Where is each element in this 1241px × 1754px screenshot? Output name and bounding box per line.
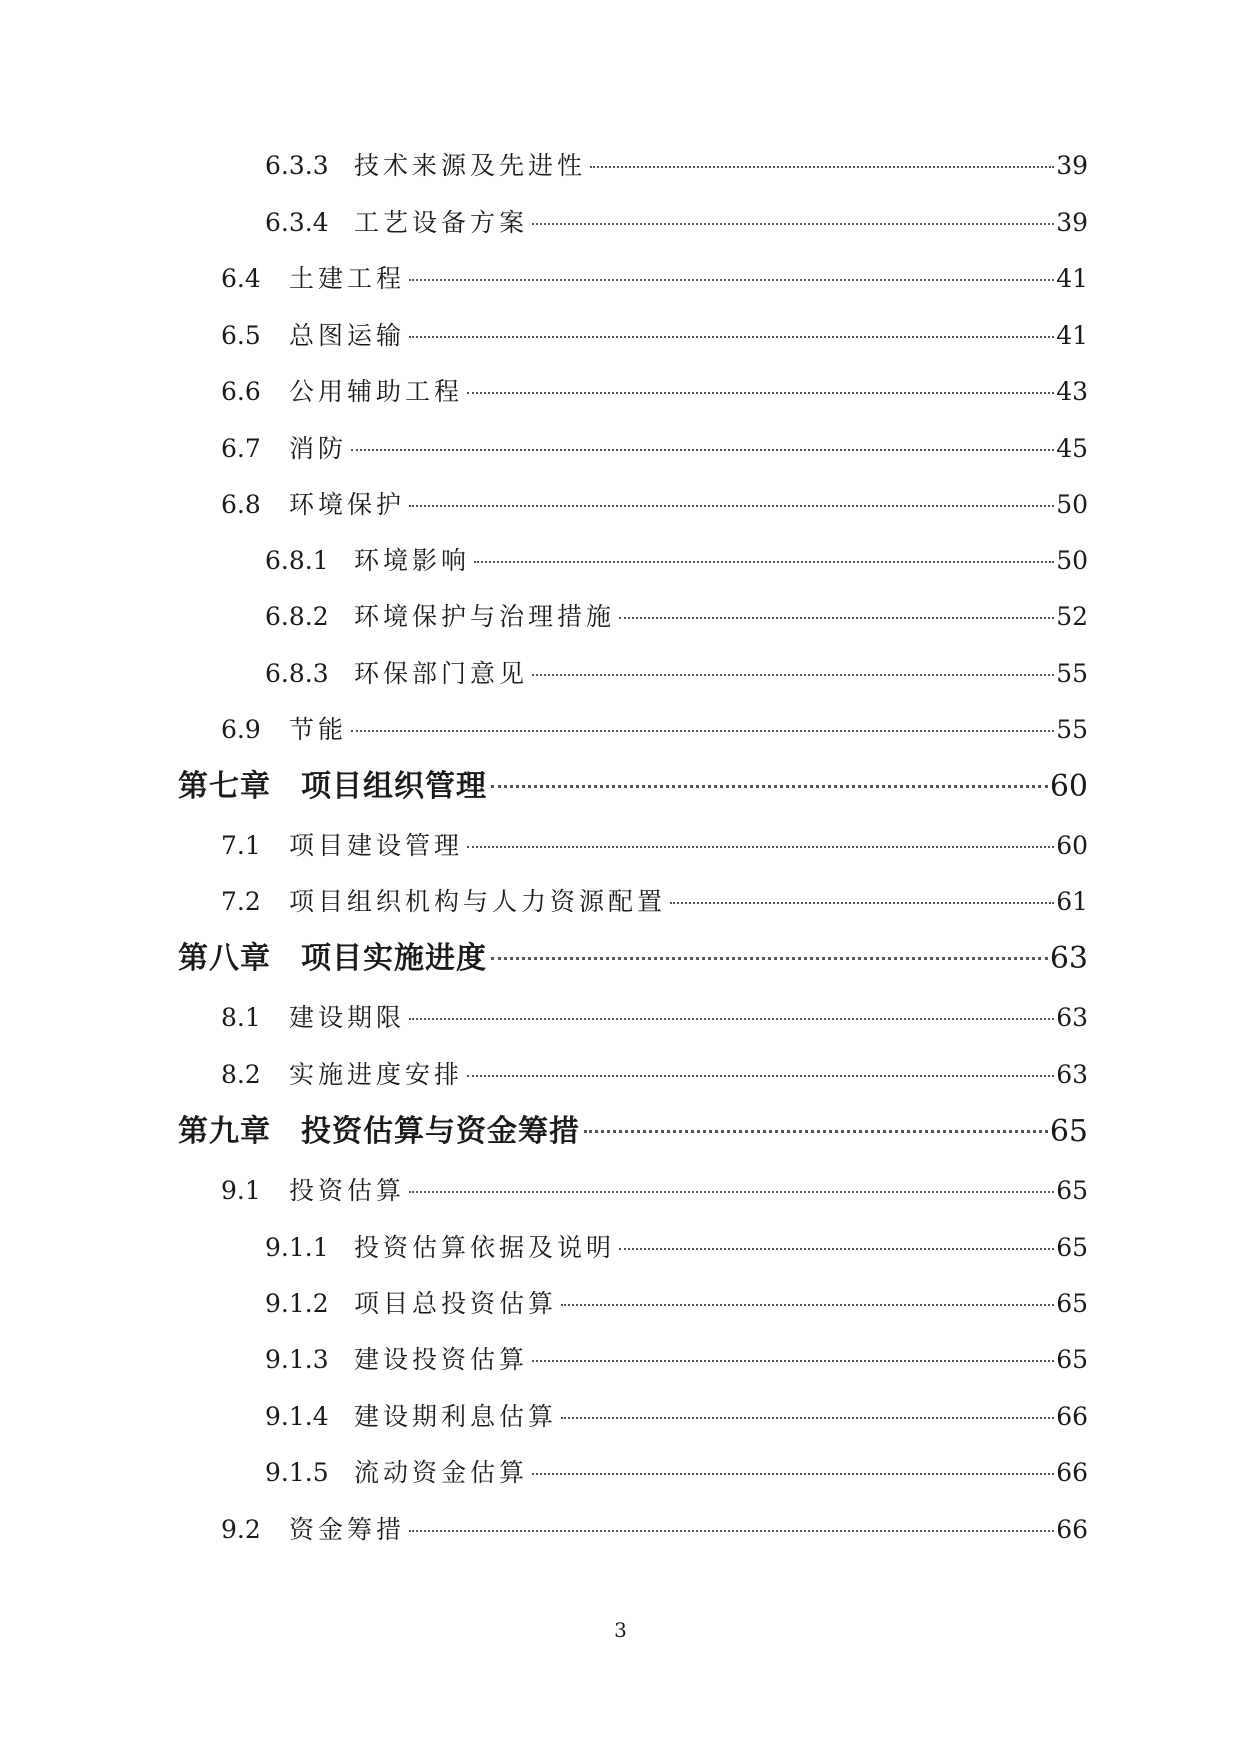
toc-entry-title: 投资估算与资金筹措 — [301, 1114, 580, 1149]
toc-entry-page: 65 — [1049, 1114, 1088, 1149]
toc-entry-page: 65 — [1056, 1176, 1088, 1205]
toc-chapter-entry[interactable] — [178, 1112, 1088, 1152]
dot-leader — [467, 1075, 1054, 1077]
toc-entry[interactable] — [265, 1284, 1088, 1324]
toc-entry-number: 9.1.1 — [265, 1233, 329, 1262]
dot-leader — [351, 449, 1054, 451]
toc-entry-number: 9.1.5 — [265, 1458, 329, 1487]
toc-entry-page: 41 — [1056, 321, 1088, 350]
toc-entry-title: 资金筹措 — [289, 1515, 406, 1544]
toc-entry-title: 项目总投资估算 — [354, 1289, 558, 1318]
toc-entry-title: 投资估算 — [289, 1176, 406, 1205]
dot-leader — [467, 392, 1054, 394]
dot-leader — [409, 1530, 1054, 1532]
toc-entry-number: 6.7 — [221, 434, 261, 463]
toc-entry-page: 50 — [1056, 546, 1088, 575]
toc-entry-page: 65 — [1056, 1345, 1088, 1374]
toc-entry-number: 6.5 — [221, 321, 261, 350]
toc-entry[interactable] — [265, 1397, 1088, 1437]
dot-leader — [351, 730, 1054, 732]
toc-entry-title: 公用辅助工程 — [289, 377, 464, 406]
toc-entry[interactable] — [221, 372, 1088, 412]
toc-entry-title: 环境保护 — [289, 490, 406, 519]
toc-entry-page: 41 — [1056, 264, 1088, 293]
toc-entry-title: 项目建设管理 — [289, 831, 464, 860]
toc-entry[interactable] — [221, 259, 1088, 299]
toc-entry-number: 第九章 — [178, 1114, 271, 1149]
toc-entry[interactable] — [221, 316, 1088, 356]
toc-entry-page: 66 — [1056, 1402, 1088, 1431]
toc-entry-number: 6.8.2 — [265, 602, 329, 631]
toc-entry-title: 节能 — [289, 715, 348, 744]
toc-chapter-entry[interactable] — [178, 939, 1088, 979]
dot-leader — [409, 336, 1054, 338]
toc-entry-title: 总图运输 — [289, 321, 406, 350]
toc-entry-page: 60 — [1056, 831, 1088, 860]
toc-entry-number: 6.3.3 — [265, 151, 329, 180]
toc-entry-title: 工艺设备方案 — [354, 208, 529, 237]
toc-entry-page: 39 — [1056, 151, 1088, 180]
dot-leader — [584, 1130, 1048, 1133]
toc-entry-title: 项目组织管理 — [301, 769, 487, 804]
toc-entry[interactable] — [221, 882, 1088, 922]
toc-entry-number: 9.1.3 — [265, 1345, 329, 1374]
toc-entry-page: 63 — [1056, 1060, 1088, 1089]
dot-leader — [561, 1417, 1054, 1419]
toc-entry[interactable] — [265, 146, 1088, 186]
toc-entry-number: 6.8.1 — [265, 546, 329, 575]
toc-entry-number: 6.9 — [221, 715, 261, 744]
toc-entry-page: 65 — [1056, 1233, 1088, 1262]
dot-leader — [590, 166, 1054, 168]
toc-entry[interactable] — [265, 203, 1088, 243]
toc-entry-page: 63 — [1049, 941, 1088, 976]
toc-entry-number: 6.6 — [221, 377, 261, 406]
toc-entry-page: 39 — [1056, 208, 1088, 237]
toc-entry-page: 50 — [1056, 490, 1088, 519]
toc-entry-number: 9.1 — [221, 1176, 261, 1205]
toc-entry-title: 项目实施进度 — [301, 941, 487, 976]
dot-leader — [532, 1473, 1054, 1475]
toc-entry[interactable] — [221, 1055, 1088, 1095]
toc-entry[interactable] — [265, 654, 1088, 694]
toc-entry-number: 9.2 — [221, 1515, 261, 1544]
dot-leader — [409, 1018, 1054, 1020]
toc-entry-page: 55 — [1056, 715, 1088, 744]
toc-entry-page: 66 — [1056, 1515, 1088, 1544]
toc-entry-title: 技术来源及先进性 — [354, 151, 587, 180]
dot-leader — [409, 279, 1054, 281]
toc-entry-title: 项目组织机构与人力资源配置 — [289, 887, 667, 916]
toc-entry[interactable] — [221, 1510, 1088, 1550]
dot-leader — [409, 1191, 1054, 1193]
toc-entry-number: 8.1 — [221, 1003, 261, 1032]
toc-entry-page: 60 — [1049, 769, 1088, 804]
toc-entry-page: 55 — [1056, 659, 1088, 688]
toc-entry[interactable] — [265, 597, 1088, 637]
toc-entry-number: 9.1.4 — [265, 1402, 329, 1431]
toc-entry-title: 建设投资估算 — [354, 1345, 529, 1374]
toc-entry[interactable] — [221, 710, 1088, 750]
toc-entry[interactable] — [221, 429, 1088, 469]
toc-entry-number: 8.2 — [221, 1060, 261, 1089]
toc-entry-number: 9.1.2 — [265, 1289, 329, 1318]
toc-entry[interactable] — [265, 1340, 1088, 1380]
dot-leader — [409, 505, 1054, 507]
toc-entry-page: 45 — [1056, 434, 1088, 463]
dot-leader — [467, 846, 1054, 848]
toc-entry-number: 6.8 — [221, 490, 261, 519]
toc-chapter-entry[interactable] — [178, 767, 1088, 807]
dot-leader — [561, 1304, 1054, 1306]
dot-leader — [532, 1360, 1054, 1362]
toc-entry-page: 61 — [1056, 887, 1088, 916]
toc-entry-number: 第八章 — [178, 941, 271, 976]
toc-entry-page: 52 — [1056, 602, 1088, 631]
dot-leader — [474, 561, 1054, 563]
toc-entry[interactable] — [221, 485, 1088, 525]
toc-entry[interactable] — [265, 1453, 1088, 1493]
toc-entry-number: 第七章 — [178, 769, 271, 804]
dot-leader — [670, 902, 1054, 904]
page-number-footer: 3 — [614, 1618, 627, 1642]
toc-entry-number: 7.1 — [221, 831, 261, 860]
toc-entry-page: 65 — [1056, 1289, 1088, 1318]
toc-entry-title: 流动资金估算 — [354, 1458, 529, 1487]
toc-entry-title: 环境保护与治理措施 — [354, 602, 616, 631]
toc-entry[interactable] — [221, 1171, 1088, 1211]
toc-entry[interactable] — [221, 998, 1088, 1038]
dot-leader — [619, 617, 1054, 619]
toc-entry-title: 消防 — [289, 434, 348, 463]
toc-entry-number: 7.2 — [221, 887, 261, 916]
toc-entry[interactable] — [265, 541, 1088, 581]
toc-entry-page: 63 — [1056, 1003, 1088, 1032]
toc-entry-title: 环保部门意见 — [354, 659, 529, 688]
dot-leader — [532, 674, 1054, 676]
toc-entry-title: 土建工程 — [289, 264, 406, 293]
dot-leader — [491, 957, 1048, 960]
toc-entry-number: 6.4 — [221, 264, 261, 293]
toc-entry-page: 43 — [1056, 377, 1088, 406]
toc-entry-number: 6.8.3 — [265, 659, 329, 688]
dot-leader — [491, 785, 1048, 788]
dot-leader — [532, 223, 1054, 225]
toc-entry-title: 建设期利息估算 — [354, 1402, 558, 1431]
toc-entry[interactable] — [221, 826, 1088, 866]
toc-entry-page: 66 — [1056, 1458, 1088, 1487]
toc-entry-title: 环境影响 — [354, 546, 471, 575]
toc-entry[interactable] — [265, 1228, 1088, 1268]
toc-entry-title: 实施进度安排 — [289, 1060, 464, 1089]
dot-leader — [619, 1248, 1054, 1250]
toc-entry-number: 6.3.4 — [265, 208, 329, 237]
toc-entry-title: 建设期限 — [289, 1003, 406, 1032]
toc-entry-title: 投资估算依据及说明 — [354, 1233, 616, 1262]
